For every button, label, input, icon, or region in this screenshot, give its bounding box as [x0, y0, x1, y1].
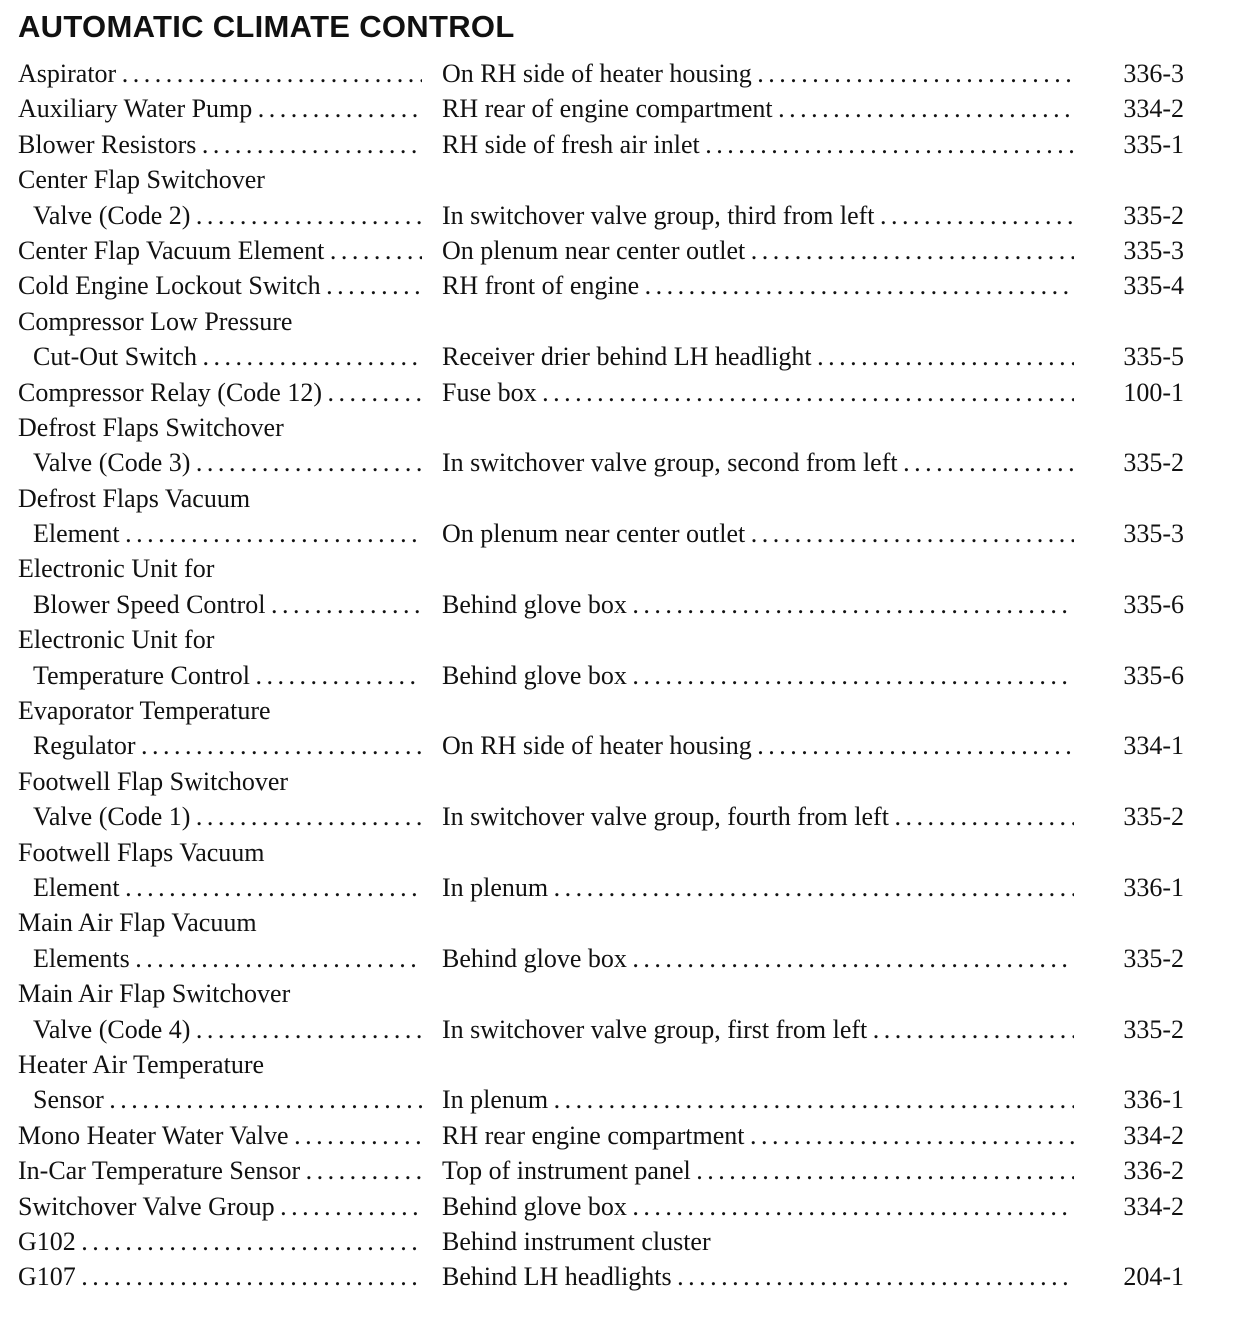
component-location-text: RH rear of engine compartment — [442, 94, 773, 124]
component-location-text: On RH side of heater housing — [442, 731, 752, 761]
component-name-text: Defrost Flaps Switchover — [18, 412, 284, 442]
entry-main-line — [18, 1259, 1218, 1294]
entry-main-line — [18, 233, 1218, 268]
entry-main-line — [18, 1153, 1218, 1188]
component-location-text: Receiver drier behind LH headlight — [442, 342, 812, 372]
entry-main-line — [18, 870, 1218, 905]
entry-continuation-line — [18, 481, 1218, 516]
component-name-text: Valve (Code 4) — [33, 1014, 191, 1044]
page-title: AUTOMATIC CLIMATE CONTROL — [18, 9, 515, 44]
page-reference: 336-1 — [1123, 872, 1184, 902]
entry-main-line — [18, 56, 1218, 91]
component-name-text: Valve (Code 1) — [33, 802, 191, 832]
entry-continuation-line — [18, 1047, 1218, 1082]
component-name-text: Electronic Unit for — [18, 554, 215, 584]
component-name-text: Center Flap Switchover — [18, 165, 265, 195]
component-entry — [18, 1153, 1218, 1188]
component-entry — [18, 693, 1218, 764]
page-reference: 335-2 — [1123, 200, 1184, 230]
component-name-text: Main Air Flap Vacuum — [18, 908, 257, 938]
page-reference: 335-6 — [1123, 589, 1184, 619]
component-location-text: Fuse box — [442, 377, 537, 407]
component-entry — [18, 91, 1218, 126]
entry-main-line — [18, 339, 1218, 374]
page-reference: 335-2 — [1123, 448, 1184, 478]
component-name-text: Temperature Control — [33, 660, 250, 690]
entry-main-line — [18, 587, 1218, 622]
component-name-text: Defrost Flaps Vacuum — [18, 483, 251, 513]
component-name-text: Footwell Flaps Vacuum — [18, 837, 265, 867]
page-reference: 334-2 — [1123, 1191, 1184, 1221]
page-reference: 335-3 — [1123, 235, 1184, 265]
component-entry — [18, 835, 1218, 906]
page-reference: 335-3 — [1123, 519, 1184, 549]
entry-main-line — [18, 941, 1218, 976]
entry-main-line — [18, 658, 1218, 693]
document-page — [18, 8, 1218, 1295]
component-entry — [18, 481, 1218, 552]
entry-main-line — [18, 198, 1218, 233]
component-entry — [18, 905, 1218, 976]
entry-continuation-line — [18, 905, 1218, 940]
page-reference: 335-6 — [1123, 660, 1184, 690]
component-name-text: Compressor Relay (Code 12) — [18, 377, 323, 407]
entry-main-line — [18, 91, 1218, 126]
entry-continuation-line — [18, 835, 1218, 870]
entry-continuation-line — [18, 622, 1218, 657]
component-entry — [18, 375, 1218, 410]
component-entry — [18, 268, 1218, 303]
component-location-text: In plenum — [442, 872, 549, 902]
page-reference: 335-2 — [1123, 1014, 1184, 1044]
component-name-text: Valve (Code 3) — [33, 448, 191, 478]
entry-main-line — [18, 516, 1218, 551]
component-location-list — [18, 56, 1218, 1295]
entry-continuation-line — [18, 304, 1218, 339]
page-reference: 335-5 — [1123, 342, 1184, 372]
component-location-text: Behind instrument cluster — [442, 1226, 711, 1256]
component-location-text: Behind glove box — [442, 660, 627, 690]
component-name-text: G107 — [18, 1262, 76, 1292]
entry-main-line — [18, 728, 1218, 763]
component-name-text: G102 — [18, 1226, 76, 1256]
component-entry — [18, 976, 1218, 1047]
component-entry — [18, 410, 1218, 481]
component-name-text: Footwell Flap Switchover — [18, 766, 289, 796]
component-entry — [18, 551, 1218, 622]
component-name-text: Cut-Out Switch — [33, 342, 197, 372]
component-location-text: In switchover valve group, second from left — [442, 448, 898, 478]
component-entry — [18, 233, 1218, 268]
component-location-text: Behind LH headlights — [442, 1262, 672, 1292]
page-reference: 335-1 — [1123, 129, 1184, 159]
component-location-text: In switchover valve group, third from left — [442, 200, 875, 230]
component-name-text: Center Flap Vacuum Element — [18, 235, 325, 265]
component-name-text: Cold Engine Lockout Switch — [18, 271, 321, 301]
component-entry — [18, 622, 1218, 693]
component-entry — [18, 1259, 1218, 1294]
page-reference: 335-2 — [1123, 802, 1184, 832]
component-location-text: Behind glove box — [442, 1191, 627, 1221]
entry-continuation-line — [18, 551, 1218, 586]
component-entry — [18, 1224, 1218, 1259]
component-entry — [18, 1118, 1218, 1153]
entry-main-line — [18, 375, 1218, 410]
entry-main-line — [18, 445, 1218, 480]
page-reference: 334-2 — [1123, 94, 1184, 124]
component-name-text: Element — [33, 519, 120, 549]
component-entry — [18, 1189, 1218, 1224]
component-location-text: RH side of fresh air inlet — [442, 129, 700, 159]
page-reference: 335-2 — [1123, 943, 1184, 973]
component-location-text: Behind glove box — [442, 943, 627, 973]
page-reference: 336-1 — [1123, 1085, 1184, 1115]
component-entry — [18, 162, 1218, 233]
component-location-text: In switchover valve group, first from left — [442, 1014, 868, 1044]
component-location — [442, 1259, 1074, 1304]
entry-continuation-line — [18, 764, 1218, 799]
entry-main-line — [18, 1118, 1218, 1153]
component-name-text: Main Air Flap Switchover — [18, 979, 291, 1009]
entry-continuation-line — [18, 976, 1218, 1011]
component-name-text: Heater Air Temperature — [18, 1049, 265, 1079]
component-entry — [18, 764, 1218, 835]
component-name — [18, 1259, 422, 1304]
component-location-text: Behind glove box — [442, 589, 627, 619]
component-name-text: Element — [33, 872, 120, 902]
component-name-text: Mono Heater Water Valve — [18, 1120, 289, 1150]
component-entry — [18, 56, 1218, 91]
component-location-text: On plenum near center outlet — [442, 235, 746, 265]
component-entry — [18, 1047, 1218, 1118]
component-location-text: On plenum near center outlet — [442, 519, 746, 549]
component-name-text: Elements — [33, 943, 130, 973]
entry-continuation-line — [18, 410, 1218, 445]
component-location-text: RH front of engine — [442, 271, 640, 301]
page-reference: 336-2 — [1123, 1156, 1184, 1186]
entry-main-line — [18, 799, 1218, 834]
entry-continuation-line — [18, 693, 1218, 728]
page-reference: 334-1 — [1123, 731, 1184, 761]
component-entry — [18, 127, 1218, 162]
component-location-text: RH rear engine compartment — [442, 1120, 745, 1150]
entry-main-line — [18, 1224, 1218, 1259]
component-entry — [18, 304, 1218, 375]
page-reference: 335-4 — [1123, 271, 1184, 301]
component-name-text: In-Car Temperature Sensor — [18, 1156, 301, 1186]
entry-main-line — [18, 268, 1218, 303]
component-name-text: Electronic Unit for — [18, 625, 215, 655]
entry-main-line — [18, 1189, 1218, 1224]
entry-main-line — [18, 1012, 1218, 1047]
page-reference: 336-3 — [1123, 59, 1184, 88]
component-location-text: In plenum — [442, 1085, 549, 1115]
page-reference: 100-1 — [1123, 377, 1184, 407]
component-name-text: Blower Resistors — [18, 129, 197, 159]
entry-main-line — [18, 127, 1218, 162]
page-reference: 334-2 — [1123, 1120, 1184, 1150]
component-name-text: Switchover Valve Group — [18, 1191, 275, 1221]
component-name-text: Blower Speed Control — [33, 589, 266, 619]
component-name-text: Compressor Low Pressure — [18, 306, 293, 336]
component-location-text: In switchover valve group, fourth from left — [442, 802, 889, 832]
component-location-text: On RH side of heater housing — [442, 59, 752, 88]
component-name-text: Aspirator — [18, 59, 117, 88]
entry-main-line — [18, 1082, 1218, 1117]
component-name-text: Regulator — [33, 731, 136, 761]
entry-continuation-line — [18, 162, 1218, 197]
component-name-text: Auxiliary Water Pump — [18, 94, 253, 124]
page-reference: 204-1 — [1123, 1262, 1184, 1292]
component-name-text: Evaporator Temperature — [18, 696, 271, 726]
component-name-text: Sensor — [33, 1085, 104, 1115]
component-name-text: Valve (Code 2) — [33, 200, 191, 230]
component-location-text: Top of instrument panel — [442, 1156, 691, 1186]
